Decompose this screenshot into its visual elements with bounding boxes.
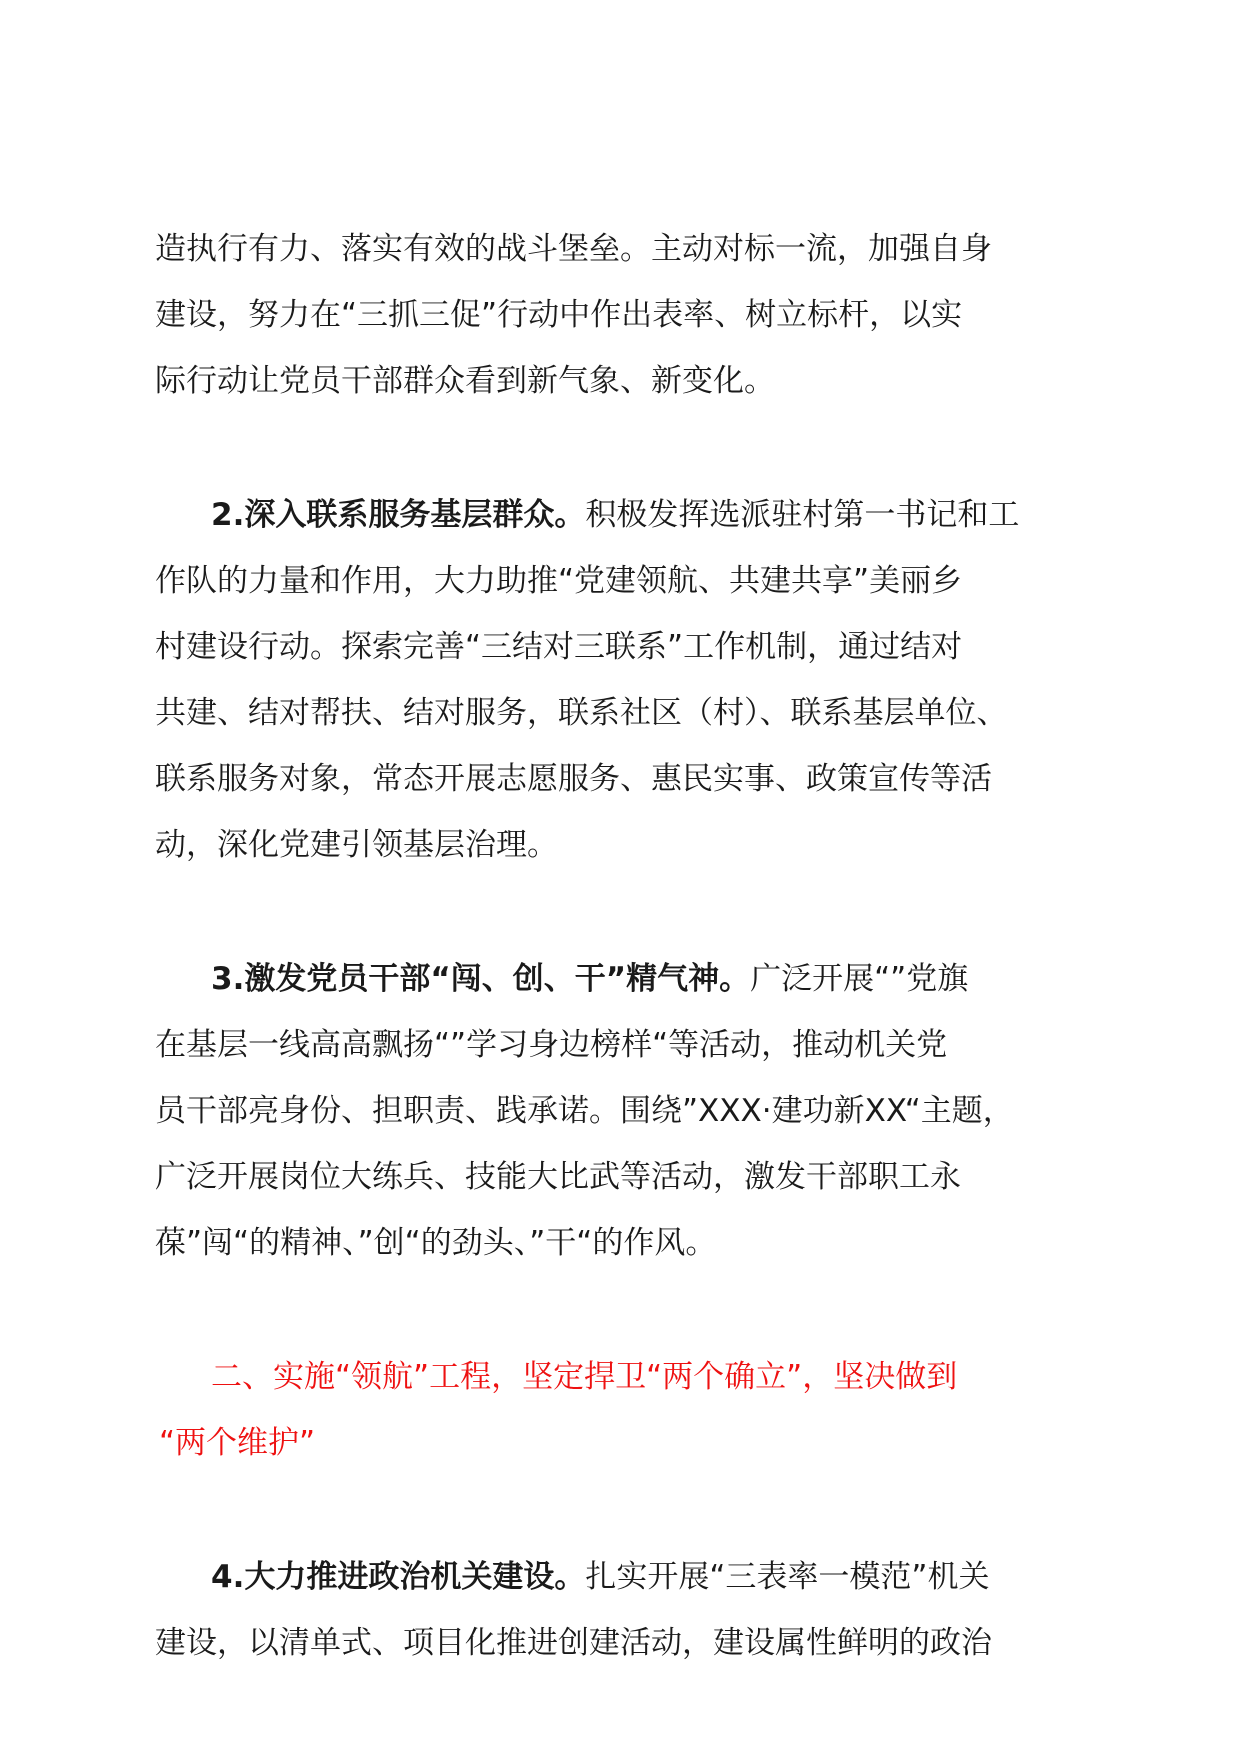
- paragraph-line: 造执行有力、落实有效的战斗堡垒。主动对标一流，加强自身: [155, 231, 992, 267]
- paragraph-first-line: [155, 482, 1095, 548]
- paragraph-gap: [155, 1476, 1095, 1544]
- paragraph-line: 葆”闯“的精神、”创“的劲头、”干“的作风。: [155, 1225, 717, 1261]
- paragraph-gap: [155, 878, 1095, 946]
- item-2-first-line-text: 积极发挥选派驻村第一书记和工: [585, 497, 1020, 533]
- item-4-first-line-text: 扎实开展“三表率一模范”机关: [585, 1559, 990, 1595]
- paragraph-line: 际行动让党员干部群众看到新气象、新变化。: [155, 363, 775, 399]
- paragraph-first-line: [155, 946, 1095, 1012]
- paragraph-line: 在基层一线高高飘扬“”学习身边榜样“等活动，推动机关党: [155, 1027, 948, 1063]
- paragraph-line: 建设，以清单式、项目化推进创建活动，建设属性鲜明的政治: [155, 1625, 992, 1661]
- section-heading-line: “两个维护”: [159, 1425, 316, 1461]
- continuation-paragraph: [155, 216, 1095, 414]
- item-3-first-line-text: 广泛开展“”党旗: [750, 961, 969, 997]
- paragraph-gap: [155, 1276, 1095, 1344]
- paragraph-line: 建设，努力在“三抓三促”行动中作出表率、树立标杆，以实: [155, 297, 963, 333]
- paragraph-line: 作队的力量和作用，大力助推“党建领航、共建共享”美丽乡: [155, 563, 963, 599]
- document-body: [155, 216, 1095, 1676]
- paragraph-line: 联系服务对象，常态开展志愿服务、惠民实事、政策宣传等活: [155, 761, 992, 797]
- item-3-paragraph: [155, 946, 1095, 1276]
- item-3-heading: 3.激发党员干部“闯、创、干”精气神。: [211, 961, 751, 997]
- paragraph-line: 村建设行动。探索完善“三结对三联系”工作机制，通过结对: [155, 629, 963, 665]
- paragraph-first-line: [155, 1544, 1095, 1610]
- item-4-paragraph: [155, 1544, 1095, 1676]
- paragraph-gap: [155, 414, 1095, 482]
- paragraph-line: 共建、结对帮扶、结对服务，联系社区（村）、联系基层单位、: [155, 695, 1008, 731]
- item-2-paragraph: [155, 482, 1095, 878]
- paragraph-line: 动，深化党建引领基层治理。: [155, 827, 558, 863]
- item-2-heading: 2.深入联系服务基层群众。: [211, 497, 586, 533]
- section-heading-line: 二、实施“领航”工程，坚定捍卫“两个确立”，坚决做到: [211, 1359, 958, 1395]
- paragraph-line: 员干部亮身份、担职责、践承诺。围绕”XXX·建功新XX“主题，: [155, 1093, 1014, 1129]
- section-2-heading: [155, 1344, 1095, 1476]
- paragraph-line: 广泛开展岗位大练兵、技能大比武等活动，激发干部职工永: [155, 1159, 961, 1195]
- item-4-heading: 4.大力推进政治机关建设。: [211, 1559, 586, 1595]
